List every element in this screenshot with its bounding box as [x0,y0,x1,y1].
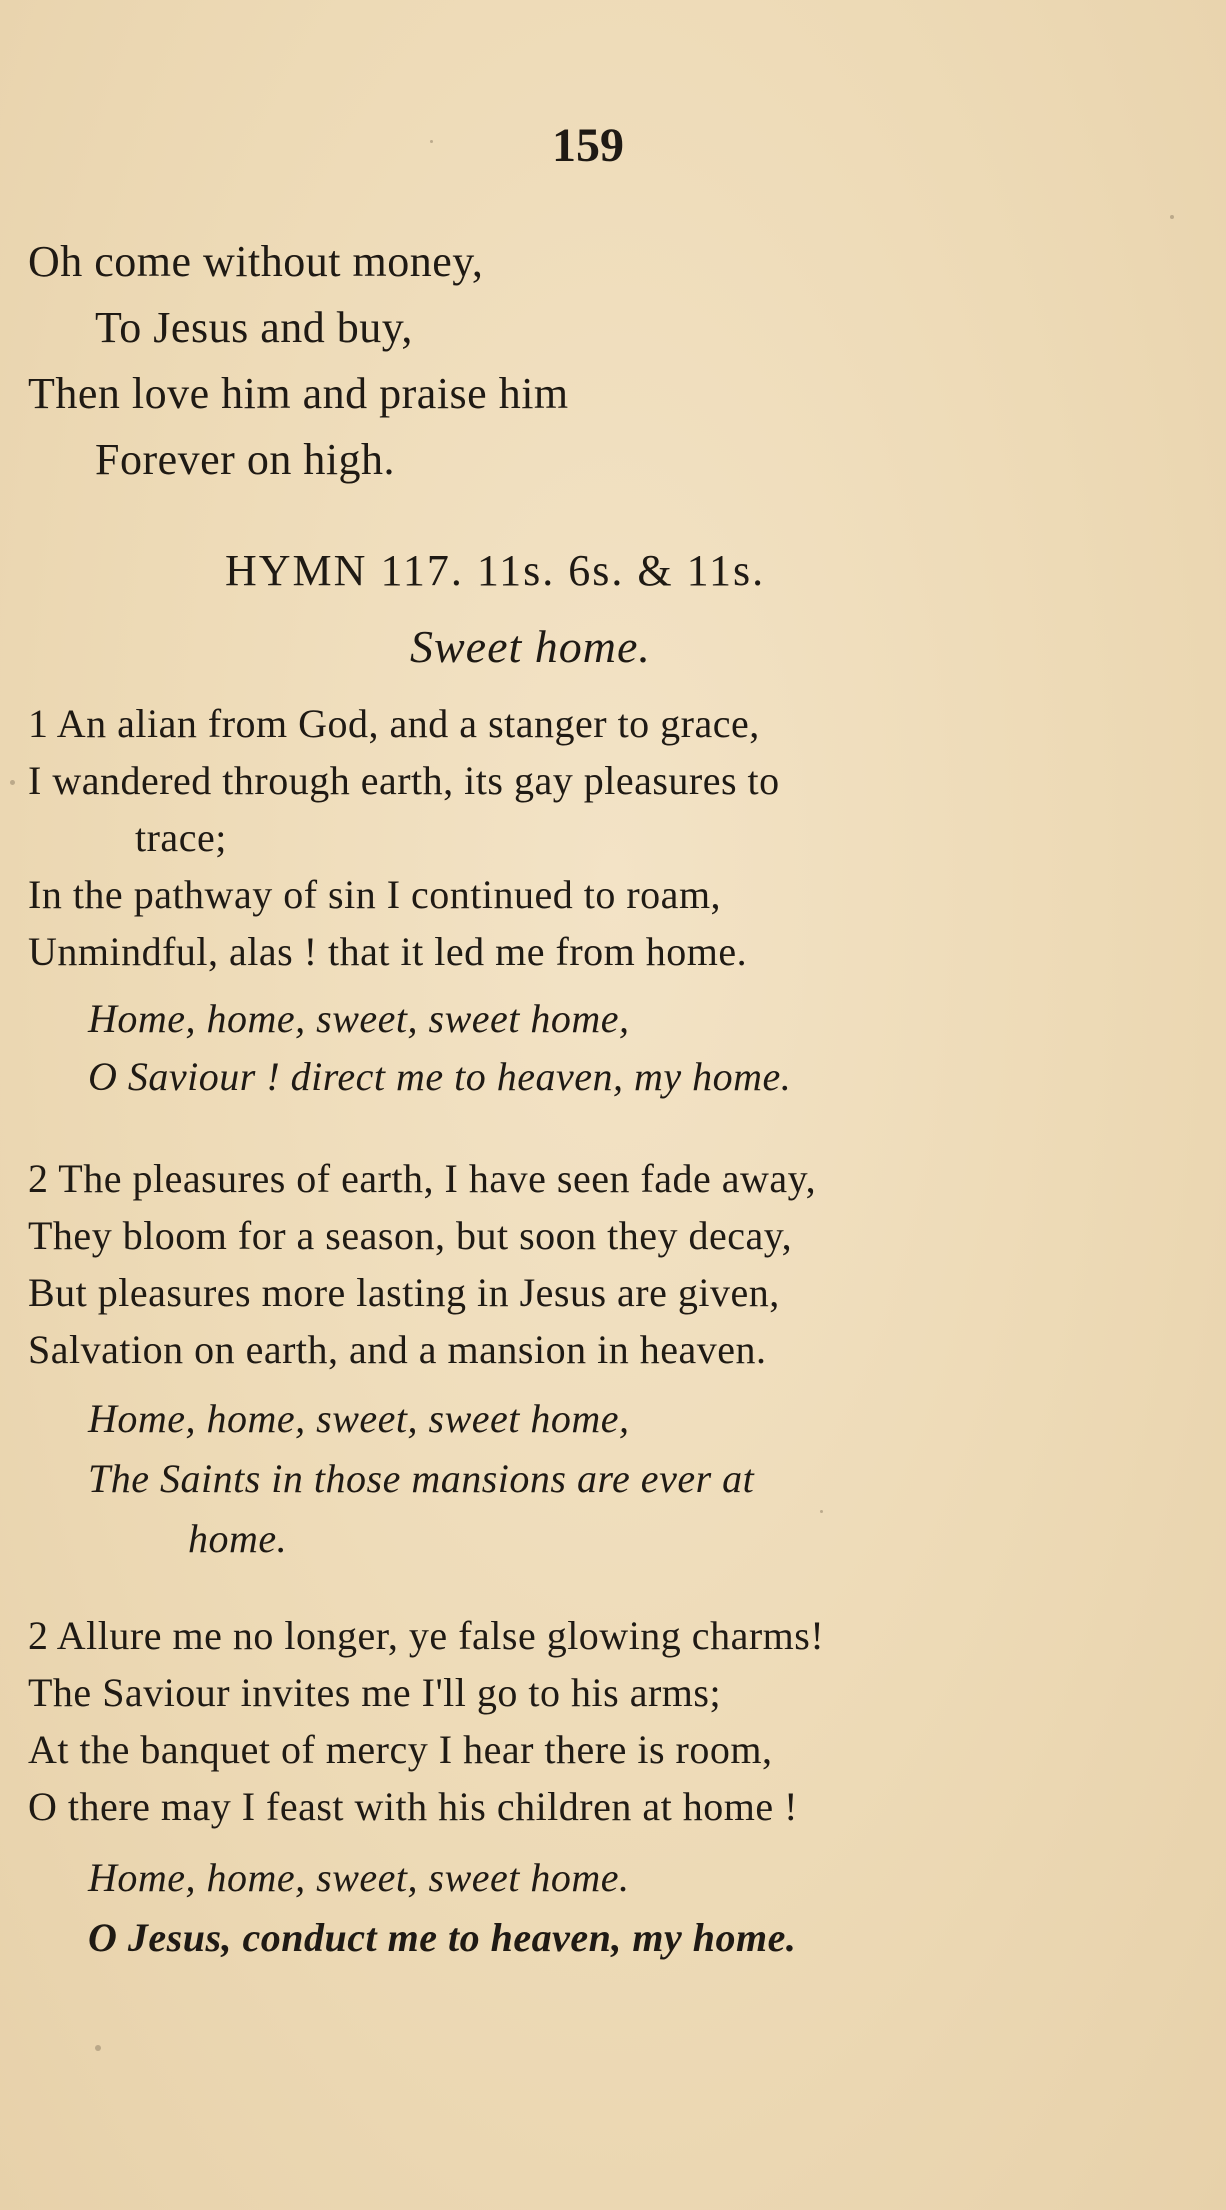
verse-line: In the pathway of sin I continued to roam, [28,872,722,917]
verse-line: trace; [135,815,227,860]
hymn-title: HYMN 117. 11s. 6s. & 11s. [225,546,766,595]
verse-line: At the banquet of mercy I hear there is room, [28,1727,773,1772]
verse-line: 2 Allure me no longer, ye false glowing charms! [28,1613,825,1658]
verse-line: I wandered through earth, its gay pleasures to [28,758,780,803]
opening-verse-line: Forever on high. [95,435,396,484]
opening-verse-line: Oh come without money, [28,237,484,286]
verse-line: O there may I feast with his children at home ! [28,1784,798,1829]
opening-verse-line: Then love him and praise him [28,369,569,418]
paper-speck [1170,215,1174,219]
verse-line: 1 An alian from God, and a stanger to grace, [28,701,760,746]
paper-speck [10,780,15,785]
verse-line: The Saviour invites me I'll go to his arms; [28,1670,722,1715]
verse-line: 2 The pleasures of earth, I have seen fade away, [28,1156,817,1201]
chorus-line: Home, home, sweet, sweet home. [88,1855,630,1900]
verse-line: But pleasures more lasting in Jesus are given, [28,1270,780,1315]
chorus-line: The Saints in those mansions are ever at [88,1456,755,1501]
paper-speck [95,2045,101,2051]
paper-speck [820,1510,823,1513]
verse-line: They bloom for a season, but soon they decay, [28,1213,793,1258]
paper-speck [430,140,433,143]
chorus-line: O Saviour ! direct me to heaven, my home. [88,1054,792,1099]
chorus-line: Home, home, sweet, sweet home, [88,1396,630,1441]
hymn-subtitle: Sweet home. [410,621,651,672]
chorus-line: O Jesus, conduct me to heaven, my home. [88,1915,797,1960]
chorus-line: Home, home, sweet, sweet home, [88,996,630,1041]
chorus-line: home. [188,1516,288,1561]
page-number: 159 [552,119,624,172]
verse-line: Salvation on earth, and a mansion in heaven. [28,1327,767,1372]
opening-verse-line: To Jesus and buy, [95,303,413,352]
verse-line: Unmindful, alas ! that it led me from home. [28,929,748,974]
